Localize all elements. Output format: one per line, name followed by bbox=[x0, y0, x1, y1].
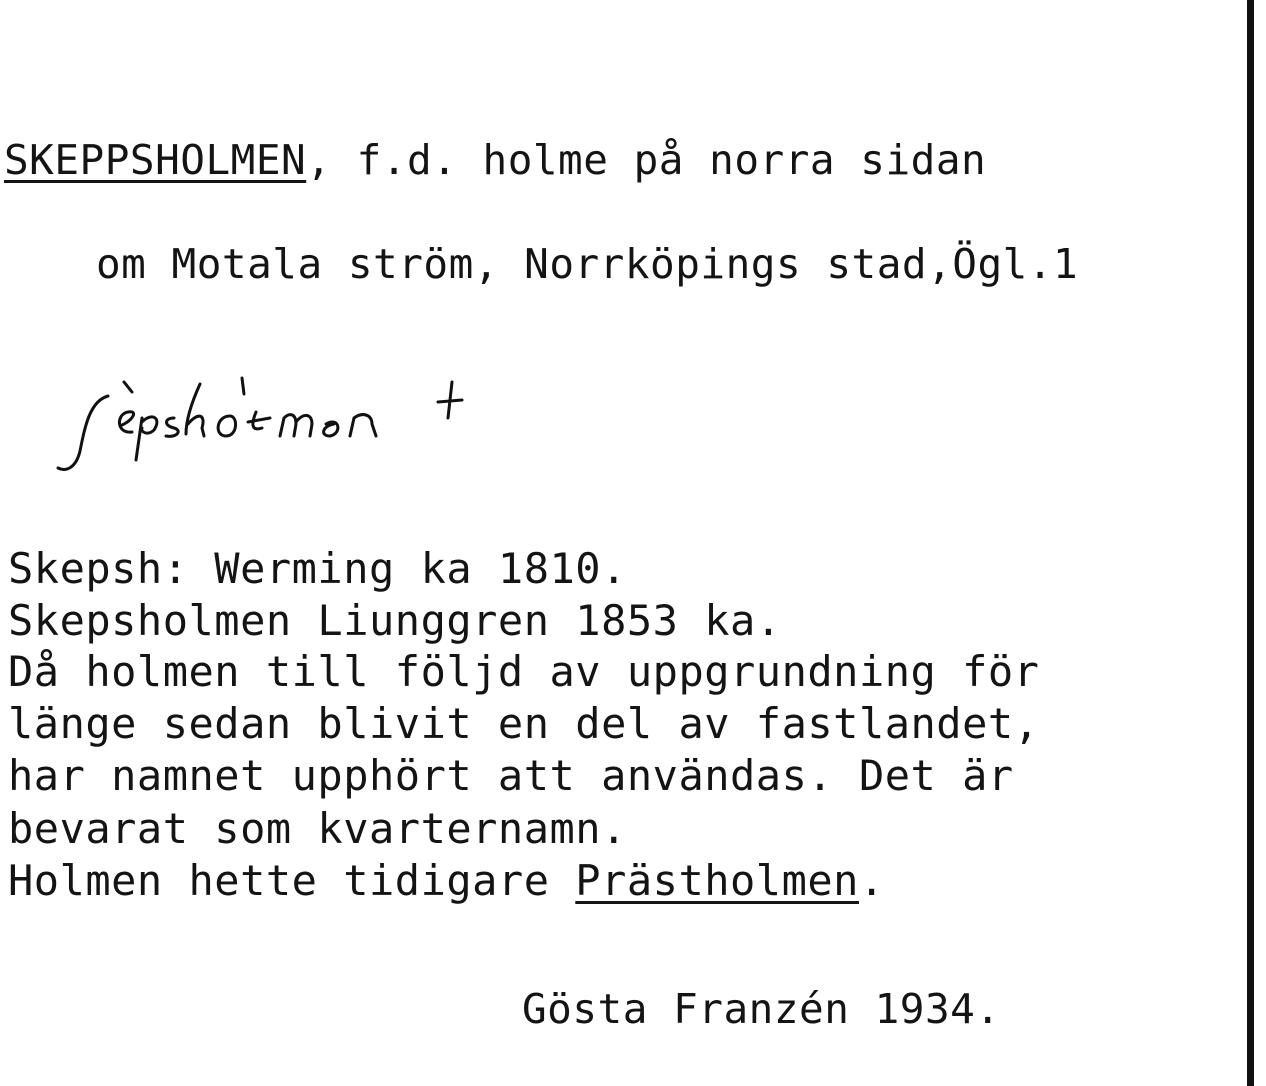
heading-location: om Motala ström, Norrköpings stad,Ögl.1 bbox=[96, 240, 1079, 288]
heading-definition: , f.d. holme på norra sidan bbox=[306, 136, 987, 184]
signature: Gösta Franzén 1934. bbox=[522, 985, 1001, 1033]
handwritten-text bbox=[0, 0, 1, 1]
handwritten-pronunciation bbox=[50, 356, 580, 486]
headword: SKEPPSHOLMEN bbox=[4, 136, 307, 184]
body-line-2: Skepsholmen Liunggren 1853 ka. bbox=[8, 596, 782, 645]
body-line-1: Skepsh: Werming ka 1810. bbox=[8, 544, 627, 593]
body-line-6: bevarat som kvarternamn. bbox=[8, 804, 627, 853]
heading-line bbox=[4, 136, 986, 184]
card-edge-shadow bbox=[1247, 0, 1254, 1086]
body-line-7-prefix: Holmen hette tidigare bbox=[8, 856, 576, 905]
body-line-7-suffix: . bbox=[858, 856, 885, 905]
former-name: Prästholmen bbox=[575, 856, 859, 905]
body-line-4: länge sedan blivit en del av fastlandet, bbox=[8, 699, 1040, 748]
body-line-5: har namnet upphört att användas. Det är bbox=[8, 751, 1014, 800]
body-line-7 bbox=[8, 857, 885, 905]
body-line-3: Då holmen till följd av uppgrundning för bbox=[8, 647, 1040, 696]
